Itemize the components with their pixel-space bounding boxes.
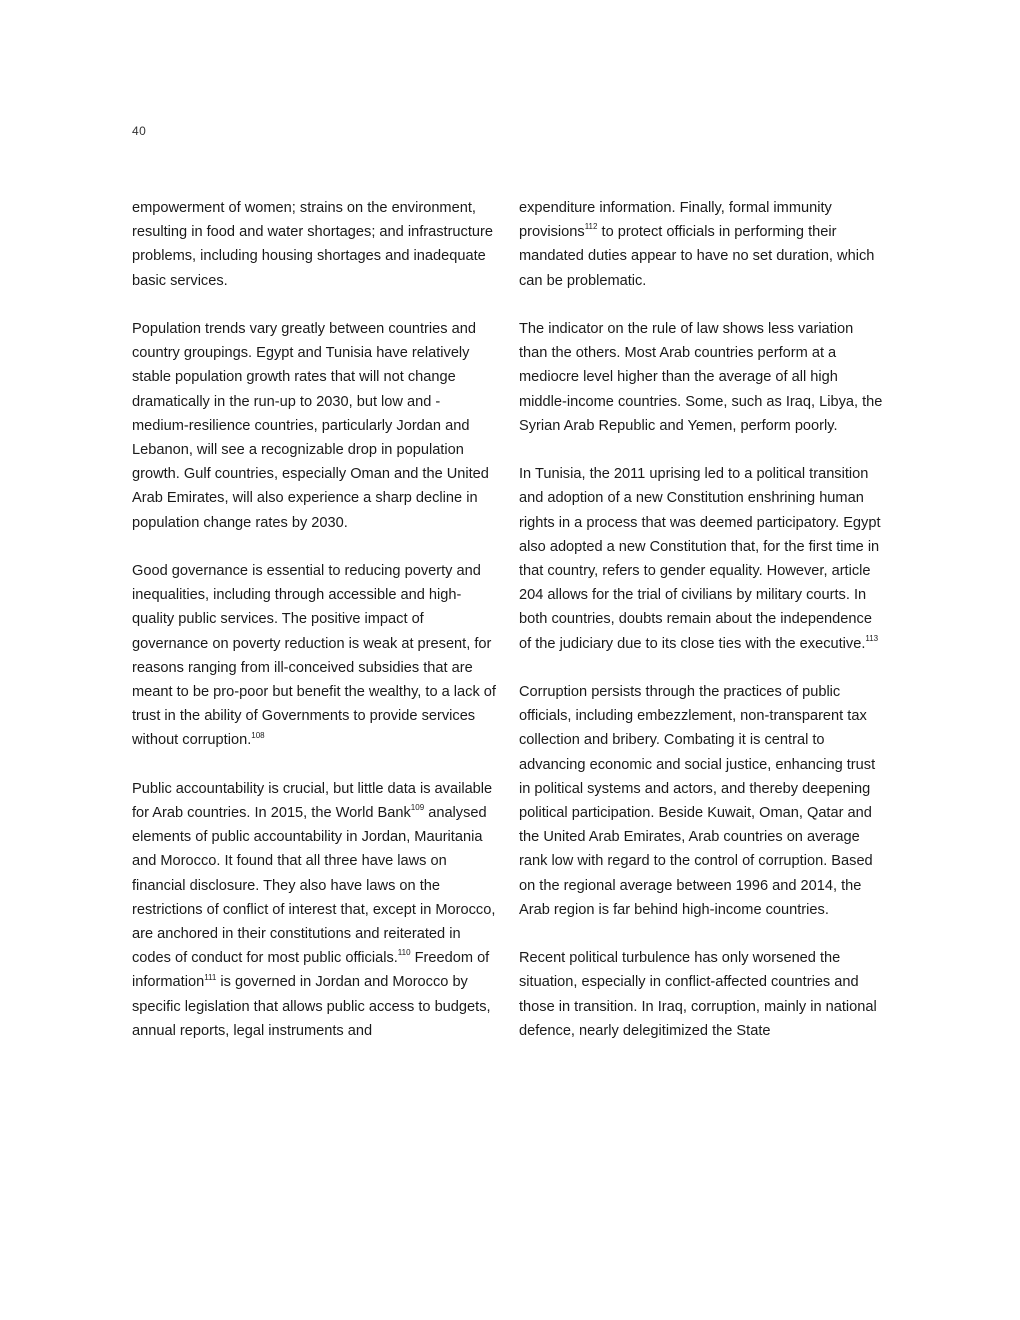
page-number: 40 (132, 124, 147, 138)
paragraph-text: analysed elements of public accountability in Jordan, Mauritania and Morocco. It found that all three have laws on financial disclosure. They also have laws on the restrictions of conflict of interest that, except in Morocco, are anchored in their constitutions and reiterated in codes of conduct for most public officials. (132, 805, 496, 967)
footnote-ref[interactable]: 112 (584, 222, 598, 232)
paragraph-population-trends: Population trends vary greatly between countries and country groupings. Egypt and Tunisia have relatively stable population growth rates that will not change dramatically in the run-up to 2030, but low and - medium-resilience countries, particularly Jordan and Lebanon, will see a recognizable drop in population growth. Gulf countries, especially Oman and the United Arab Emirates, will also experience a sharp decline in population change rates by 2030. (132, 321, 489, 531)
paragraph-text: to protect officials in performing their mandated duties appear to have no set duration, which can be problematic. (519, 224, 875, 289)
paragraph-text: Freedom of information (132, 950, 490, 991)
paragraph-text: Good governance is essential to reducing poverty and inequalities, including through accessible and high-quality public services. The positive impact of governance on poverty reduction is weak at present, for reasons ranging from ill-conceived subsidies that are meant to be pro-poor but benefit the wealthy, to a lack of trust in the ability of Governments to provide services without corruption. (132, 563, 496, 749)
left-column (132, 196, 497, 1067)
paragraph-tunisia-egypt (519, 462, 884, 656)
footnote-ref[interactable]: 113 (865, 633, 879, 643)
paragraph-good-governance (132, 559, 497, 753)
paragraph-rule-of-law: The indicator on the rule of law shows less variation than the others. Most Arab countries perform at a mediocre level higher than the average of all high middle-income countries. Some, such as Iraq, Libya, the Syrian Arab Republic and Yemen, perform poorly. (519, 321, 883, 434)
right-column (519, 196, 884, 1067)
paragraph-expenditure-immunity (519, 196, 884, 293)
footnote-ref[interactable]: 110 (397, 948, 411, 958)
paragraph-text: is governed in Jordan and Morocco by specific legislation that allows public access to budgets, annual reports, legal instruments and (132, 974, 491, 1039)
paragraph-public-accountability (132, 777, 497, 1043)
footnote-ref[interactable]: 108 (251, 730, 265, 740)
paragraph-women-environment: empowerment of women; strains on the environment, resulting in food and water shortages; and infrastructure problems, including housing shortages and inadequate basic services. (132, 200, 493, 289)
paragraph-text: Public accountability is crucial, but little data is available for Arab countries. In 2015, the World Bank (132, 780, 493, 822)
paragraph-text: expenditure information. Finally, formal immunity provisions (519, 200, 832, 241)
paragraph-corruption: Corruption persists through the practices of public officials, including embezzlement, non-transparent tax collection and bribery. Combating it is central to advancing economic and social justice, enhancing trust in political systems and actors, and thereby deepening political participation. Beside Kuwait, Oman, Qatar and the United Arab Emirates, Arab countries on average rank low with regard to the control of corruption. Based on the regional average between 1996 and 2014, the Arab region is far behind high-income countries. (519, 684, 876, 918)
paragraph-political-turbulence: Recent political turbulence has only worsened the situation, especially in conflict-affected countries and those in transition. In Iraq, corruption, mainly in national defence, nearly delegitimized the State (519, 950, 877, 1039)
footnote-ref[interactable]: 109 (410, 803, 425, 813)
footnote-ref[interactable]: 111 (204, 972, 217, 982)
paragraph-text: In Tunisia, the 2011 uprising led to a political transition and adoption of a new Constitution enshrining human rights in a process that was deemed participatory. Egypt also adopted a new Constitution that, for the first time in that country, refers to gender equality. However, article 204 allows for the trial of civilians by military courts. In both countries, doubts remain about the independence of the judiciary due to its close ties with the executive. (519, 466, 881, 652)
